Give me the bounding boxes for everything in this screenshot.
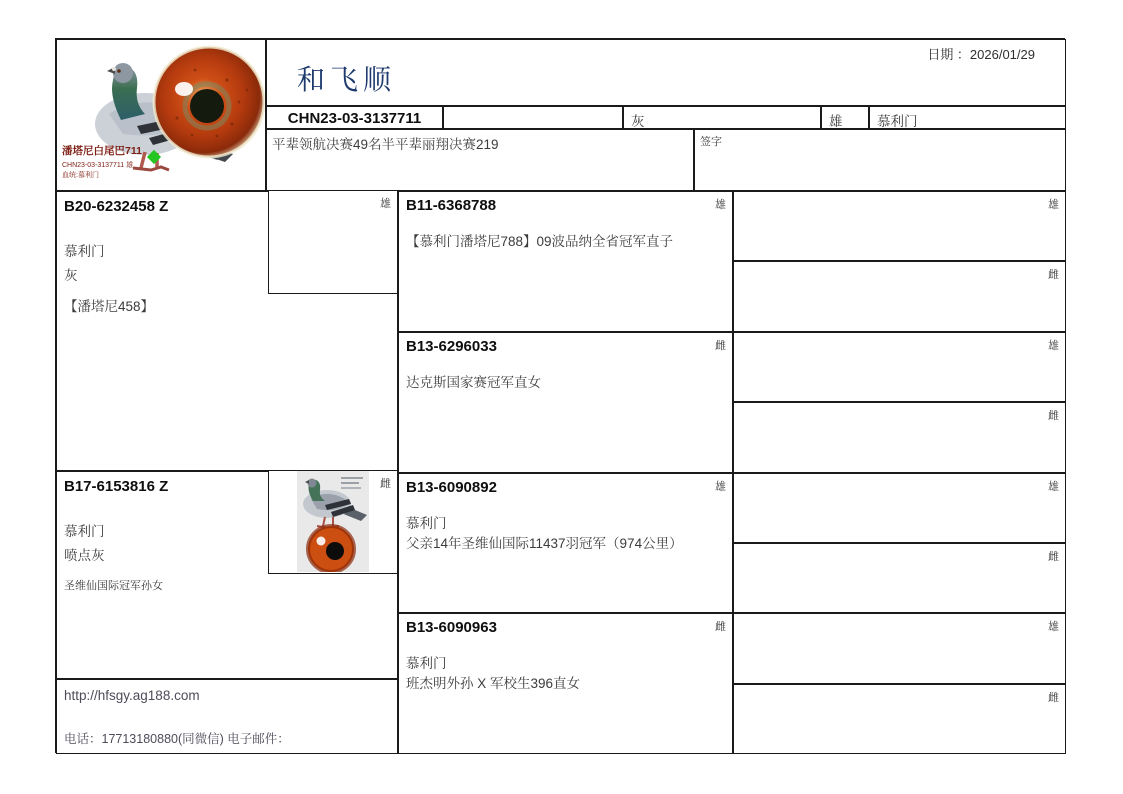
greatgrandparent-box-6 (733, 543, 1066, 613)
father-ring: B20-6232458 Z (64, 198, 169, 215)
father-photo-placeholder (268, 191, 398, 294)
grandparent-3-line2: 父亲14年圣维仙国际11437羽冠军（974公里） (406, 536, 683, 551)
father-box (56, 191, 398, 471)
grandparent-2-line2: 达克斯国家赛冠军直女 (406, 375, 541, 390)
grandparent-4-line2: 班杰明外孙 X 军校生396直女 (406, 676, 581, 691)
footer-box (56, 679, 398, 754)
grandparent-1-line2: 【慕利门潘塔尼788】09波品纳全省冠军直子 (406, 234, 674, 249)
photo-caption-name: 潘塔尼白尾巴711 (62, 145, 142, 157)
sex-value: 雄 (829, 114, 843, 129)
feather-color: 灰 (631, 114, 645, 129)
website-link[interactable]: http://hfsgy.ag188.com (64, 688, 200, 703)
grandparent-3-sex-badge: 雄 (715, 481, 726, 493)
signature-cell (694, 129, 1066, 191)
father-sex-badge: 雄 (380, 198, 391, 210)
greatgrandparent-box-3 (733, 332, 1066, 402)
photo-caption-breed: 血统:慕利门 (62, 172, 99, 179)
mother-breed: 慕利门 (64, 524, 105, 539)
main-pigeon-photo (56, 39, 266, 191)
grandparent-box-2 (398, 332, 733, 473)
mother-ring: B17-6153816 Z (64, 478, 169, 495)
header-title-cell (266, 39, 1066, 106)
empty-cell (443, 106, 623, 129)
greatgrandparent-5-sex-badge: 雄 (1048, 481, 1059, 493)
greatgrandparent-box-2 (733, 261, 1066, 332)
feather-color-cell (623, 106, 821, 129)
grandparent-1-sex-badge: 雄 (715, 199, 726, 211)
mother-sex-badge: 雌 (380, 478, 391, 490)
greatgrandparent-3-sex-badge: 雄 (1048, 340, 1059, 352)
mother-note: 圣维仙国际冠军孙女 (64, 580, 163, 592)
mother-photo (268, 471, 398, 574)
grandparent-3-line1: 慕利门 (406, 516, 447, 531)
greatgrandparent-box-8 (733, 684, 1066, 754)
photo-caption-ring: CHN23-03-3137711 雄 (62, 162, 134, 169)
date-label: 日期 ：2026/01/29 (927, 47, 1035, 62)
greatgrandparent-8-sex-badge: 雌 (1048, 692, 1059, 704)
breed-value: 慕利门 (877, 114, 918, 129)
greatgrandparent-box-5 (733, 473, 1066, 543)
grandparent-4-sex-badge: 雌 (715, 621, 726, 633)
breed-cell (869, 106, 1066, 129)
mother-color: 喷点灰 (64, 548, 105, 563)
grandparent-box-3 (398, 473, 733, 613)
greatgrandparent-7-sex-badge: 雄 (1048, 621, 1059, 633)
achievement-text: 平辈领航决赛49名半平辈丽翔决赛219 (272, 137, 499, 152)
achievement-cell (266, 129, 694, 191)
father-note: 【潘塔尼458】 (64, 299, 155, 314)
ring-number: CHN23-03-3137711 (287, 110, 422, 127)
grandparent-4-ring: B13-6090963 (406, 619, 497, 636)
father-breed: 慕利门 (64, 244, 105, 259)
greatgrandparent-1-sex-badge: 雄 (1048, 199, 1059, 211)
ring-number-cell (266, 106, 443, 129)
greatgrandparent-2-sex-badge: 雌 (1048, 269, 1059, 281)
greatgrandparent-box-7 (733, 613, 1066, 684)
grandparent-box-4 (398, 613, 733, 754)
mother-box (56, 471, 398, 679)
grandparent-3-ring: B13-6090892 (406, 479, 497, 496)
greatgrandparent-box-4 (733, 402, 1066, 473)
grandparent-2-sex-badge: 雌 (715, 340, 726, 352)
sex-cell (821, 106, 869, 129)
greatgrandparent-4-sex-badge: 雌 (1048, 410, 1059, 422)
certificate-frame (55, 38, 1065, 753)
greatgrandparent-6-sex-badge: 雌 (1048, 551, 1059, 563)
grandparent-1-ring: B11-6368788 (406, 197, 497, 214)
signature-label: 签字 (700, 136, 722, 148)
contact-info: 电话：17713180880(同微信) 电子邮件： (64, 732, 290, 746)
mother-pigeon-image (269, 471, 397, 572)
greatgrandparent-box-1 (733, 191, 1066, 261)
loft-title: 和飞顺 (297, 64, 397, 95)
grandparent-4-line1: 慕利门 (406, 656, 447, 671)
father-color: 灰 (64, 268, 78, 283)
grandparent-2-ring: B13-6296033 (406, 338, 497, 355)
grandparent-box-1 (398, 191, 733, 332)
